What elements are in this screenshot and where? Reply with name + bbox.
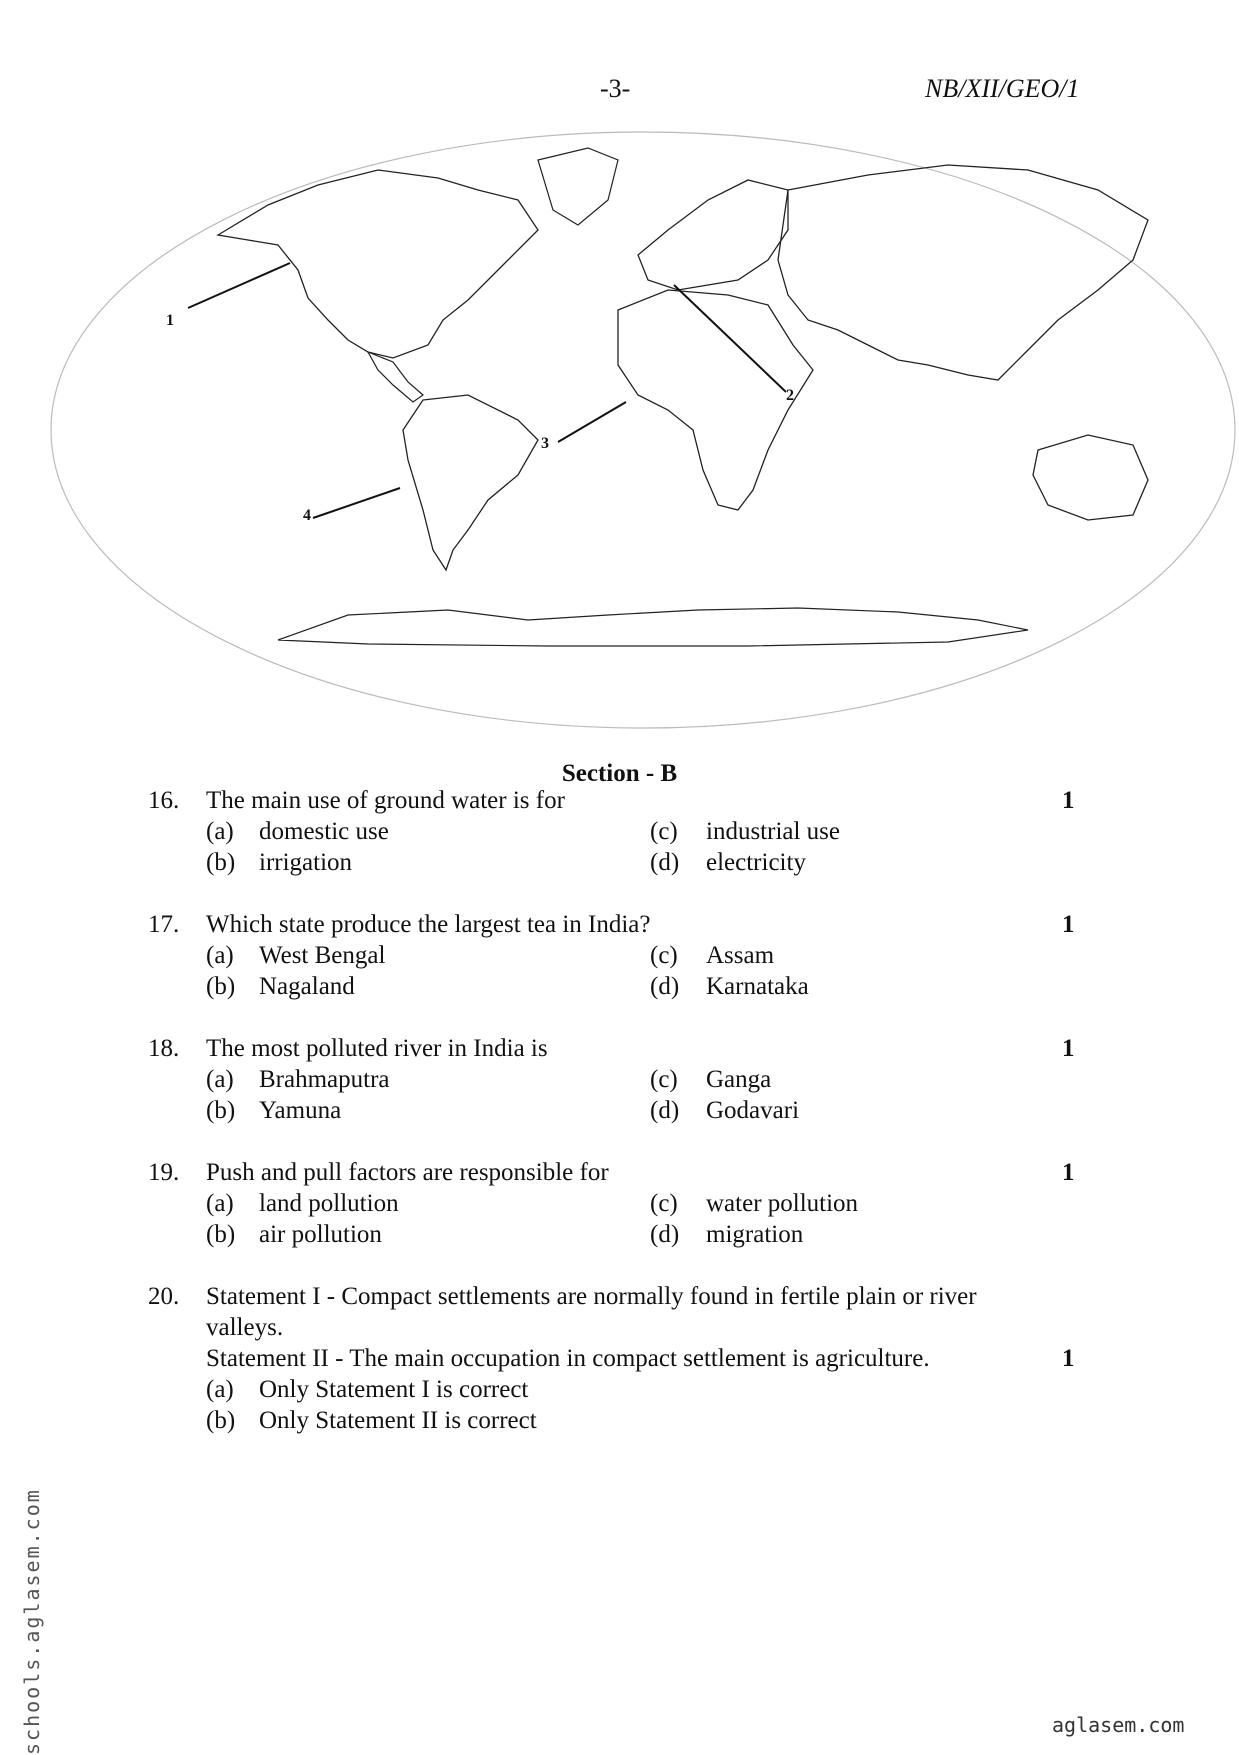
pointer-line-4 <box>313 488 400 518</box>
question-number: 16. <box>148 787 180 814</box>
question-text: Push and pull factors are responsible for <box>206 1159 609 1186</box>
paper-code: NB/XII/GEO/1 <box>925 74 1080 103</box>
statement-1-line-1: Statement I - Compact settlements are normally found in fertile plain or river <box>206 1283 977 1310</box>
option-text: land pollution <box>259 1190 399 1217</box>
page-number: -3- <box>600 74 631 103</box>
option-text: industrial use <box>706 818 841 845</box>
option-text: Assam <box>706 942 775 969</box>
continent-antarctica <box>278 608 1028 646</box>
question-number: 20. <box>148 1283 180 1310</box>
side-watermark: schools.aglasem.com <box>20 1488 44 1755</box>
option-text: domestic use <box>259 818 389 845</box>
map-label-4: 4 <box>303 507 311 524</box>
option-key: (a) <box>206 1376 234 1403</box>
question-marks: 1 <box>1062 1345 1075 1372</box>
pointer-line-2 <box>674 285 786 392</box>
option-key: (a) <box>206 1066 234 1093</box>
option-key: (d) <box>650 973 680 1000</box>
continent-south-america <box>403 395 538 570</box>
section-title: Section - B <box>561 760 678 787</box>
question-marks: 1 <box>1062 787 1075 814</box>
option-text: Only Statement I is correct <box>259 1376 529 1403</box>
option-text: Yamuna <box>259 1097 342 1124</box>
option-text: West Bengal <box>259 942 386 969</box>
question-marks: 1 <box>1062 911 1075 938</box>
option-key: (c) <box>650 1190 678 1217</box>
option-text: water pollution <box>706 1190 859 1217</box>
option-text: Karnataka <box>706 973 809 1000</box>
map-frame <box>51 132 1235 728</box>
option-key: (d) <box>650 1221 680 1248</box>
continent-europe <box>638 180 788 290</box>
question-number: 17. <box>148 911 180 938</box>
option-text: Godavari <box>706 1097 800 1124</box>
continent-greenland <box>538 148 618 225</box>
question-number: 19. <box>148 1159 180 1186</box>
continent-australia <box>1033 435 1148 520</box>
option-key: (b) <box>206 1221 236 1248</box>
world-outline-map <box>48 130 1238 730</box>
option-key: (b) <box>206 1407 236 1434</box>
question-text: The most polluted river in India is <box>206 1035 548 1062</box>
question-marks: 1 <box>1062 1035 1075 1062</box>
question-marks: 1 <box>1062 1159 1075 1186</box>
continent-north-america <box>218 170 538 358</box>
option-key: (a) <box>206 818 234 845</box>
question-text: The main use of ground water is for <box>206 787 565 814</box>
question-number: 18. <box>148 1035 180 1062</box>
bottom-watermark: aglasem.com <box>1052 1713 1185 1737</box>
question-text: Which state produce the largest tea in India? <box>206 911 651 938</box>
option-text: Ganga <box>706 1066 772 1093</box>
option-text: Only Statement II is correct <box>259 1407 537 1434</box>
map-label-2: 2 <box>786 387 794 404</box>
option-key: (d) <box>650 849 680 876</box>
option-text: air pollution <box>259 1221 382 1248</box>
option-key: (b) <box>206 849 236 876</box>
option-key: (c) <box>650 818 678 845</box>
option-text: Nagaland <box>259 973 355 1000</box>
option-key: (a) <box>206 942 234 969</box>
statement-1-line-2: valleys. <box>206 1314 284 1341</box>
option-key: (c) <box>650 1066 678 1093</box>
continent-africa <box>618 290 813 510</box>
option-key: (b) <box>206 1097 236 1124</box>
map-label-3: 3 <box>541 435 549 452</box>
continent-asia <box>778 165 1148 380</box>
option-key: (b) <box>206 973 236 1000</box>
option-key: (a) <box>206 1190 234 1217</box>
option-text: Brahmaputra <box>259 1066 390 1093</box>
option-text: migration <box>706 1221 804 1248</box>
continent-central-america <box>368 352 423 402</box>
option-text: irrigation <box>259 849 353 876</box>
pointer-line-1 <box>188 263 290 308</box>
pointer-line-3 <box>558 402 626 442</box>
option-text: electricity <box>706 849 806 876</box>
map-label-1: 1 <box>166 312 174 329</box>
option-key: (c) <box>650 942 678 969</box>
option-key: (d) <box>650 1097 680 1124</box>
statement-2: Statement II - The main occupation in compact settlement is agriculture. <box>206 1345 930 1372</box>
